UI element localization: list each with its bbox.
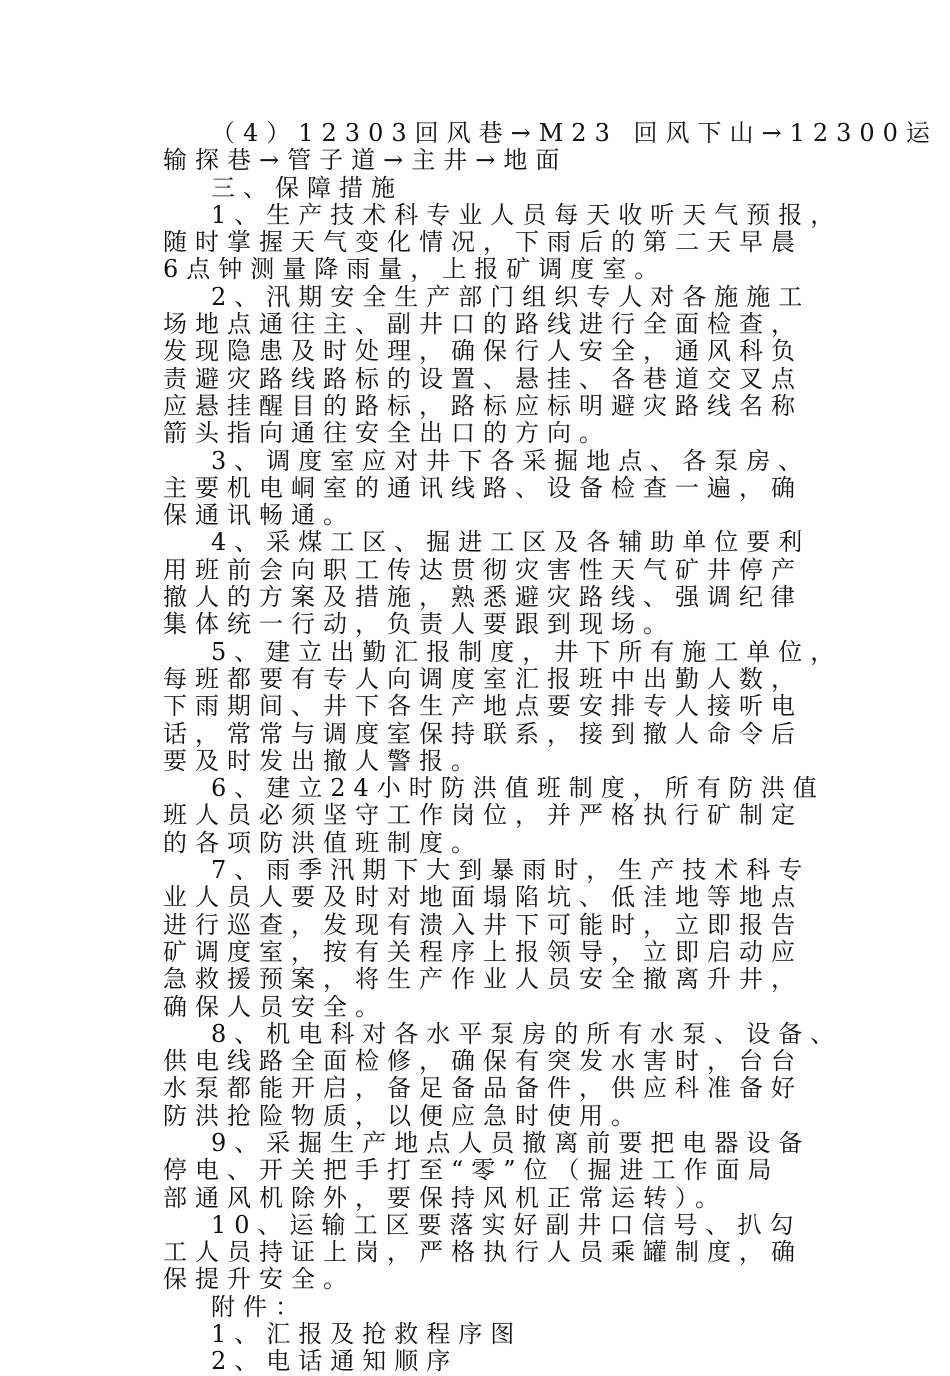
text-line: 1、汇报及抢救程序图 [211,1320,523,1349]
text-line: 场地点通往主、副井口的路线进行全面检查， [163,310,803,339]
text-line: 集体统一行动，负责人要跟到现场。 [163,610,675,639]
text-line: 的各项防洪值班制度。 [163,828,483,857]
text-line: 水泵都能开启，备足备品备件，供应科准备好 [163,1074,803,1103]
text-line: （4）12303回风巷→M23 回风下山→12300运 [211,119,938,147]
text-line: 撤人的方案及措施，熟悉避灾路线、强调纪律 [163,583,803,612]
text-line: 发现隐患及时处理，确保行人安全，通风科负 [163,337,803,366]
text-line: 三、保障措施 [211,173,403,202]
text-line: 6、建立24小时防洪值班制度，所有防洪值 [211,774,825,803]
text-line: 6点钟测量降雨量，上报矿调度室。 [163,255,667,284]
text-line: 用班前会向职工传达贯彻灾害性天气矿井停产 [163,555,803,584]
text-line: 责避灾路线路标的设置、悬挂、各巷道交叉点 [163,364,803,393]
text-line: 下雨期间、井下各生产地点要安排专人接听电 [163,692,803,721]
text-line: 应悬挂醒目的路标，路标应标明避灾路线名称 [163,391,803,420]
text-line: 工人员持证上岗，严格执行人员乘罐制度，确 [163,1238,803,1267]
text-line: 9、采掘生产地点人员撤离前要把电器设备 [211,1128,811,1157]
text-line: 急救援预案，将生产作业人员安全撤离升井， [163,965,803,994]
text-line: 保提升安全。 [163,1265,355,1294]
text-line: 保通讯畅通。 [163,501,355,530]
text-line: 2、电话通知顺序 [211,1347,459,1376]
text-line: 话，常常与调度室保持联系，接到撤人命令后 [163,719,803,748]
text-line: 进行巡查，发现有溃入井下可能时，立即报告 [163,910,803,939]
document-body [163,119,938,1376]
text-line: 输探巷→管子道→主井→地面 [163,146,568,175]
text-line: 业人员人要及时对地面塌陷坑、低洼地等地点 [163,883,803,912]
text-line: 矿调度室，按有关程序上报领导，立即启动应 [163,937,803,966]
text-line: 1、生产技术科专业人员每天收听天气预报， [211,200,843,229]
text-line: 7、雨季汛期下大到暴雨时，生产技术科专 [211,856,811,885]
text-line: 主要机电峒室的通讯线路、设备检查一遍，确 [163,473,803,502]
text-line: 10、运输工区要落实好副井口信号、扒勾 [211,1210,802,1239]
text-line: 要及时发出撤人警报。 [163,746,483,775]
text-line: 每班都要有专人向调度室汇报班中出勤人数， [163,664,803,693]
text-line: 3、调度室应对井下各采掘地点、各泵房、 [211,446,811,475]
text-line: 随时掌握天气变化情况，下雨后的第二天早晨 [163,228,803,257]
text-line: 停电、开关把手打至“零”位（掘进工作面局 [163,1156,780,1185]
text-line: 2、汛期安全生产部门组织专人对各施施工 [211,282,811,311]
text-line: 供电线路全面检修，确保有突发水害时，台台 [163,1047,803,1076]
text-line: 确保人员安全。 [163,992,387,1021]
text-line: 防洪抢险物质，以便应急时使用。 [163,1101,643,1130]
text-line: 箭头指向通往安全出口的方向。 [163,419,611,448]
text-line: 5、建立出勤汇报制度，井下所有施工单位， [211,637,843,666]
text-line: 班人员必须坚守工作岗位，并严格执行矿制定 [163,801,803,830]
text-line: 8、机电科对各水平泵房的所有水泵、设备、 [211,1019,843,1048]
text-line: 附件： [211,1292,307,1321]
text-line: 4、采煤工区、掘进工区及各辅助单位要利 [211,528,811,557]
text-line: 部通风机除外，要保持风机正常运转）。 [163,1183,727,1212]
